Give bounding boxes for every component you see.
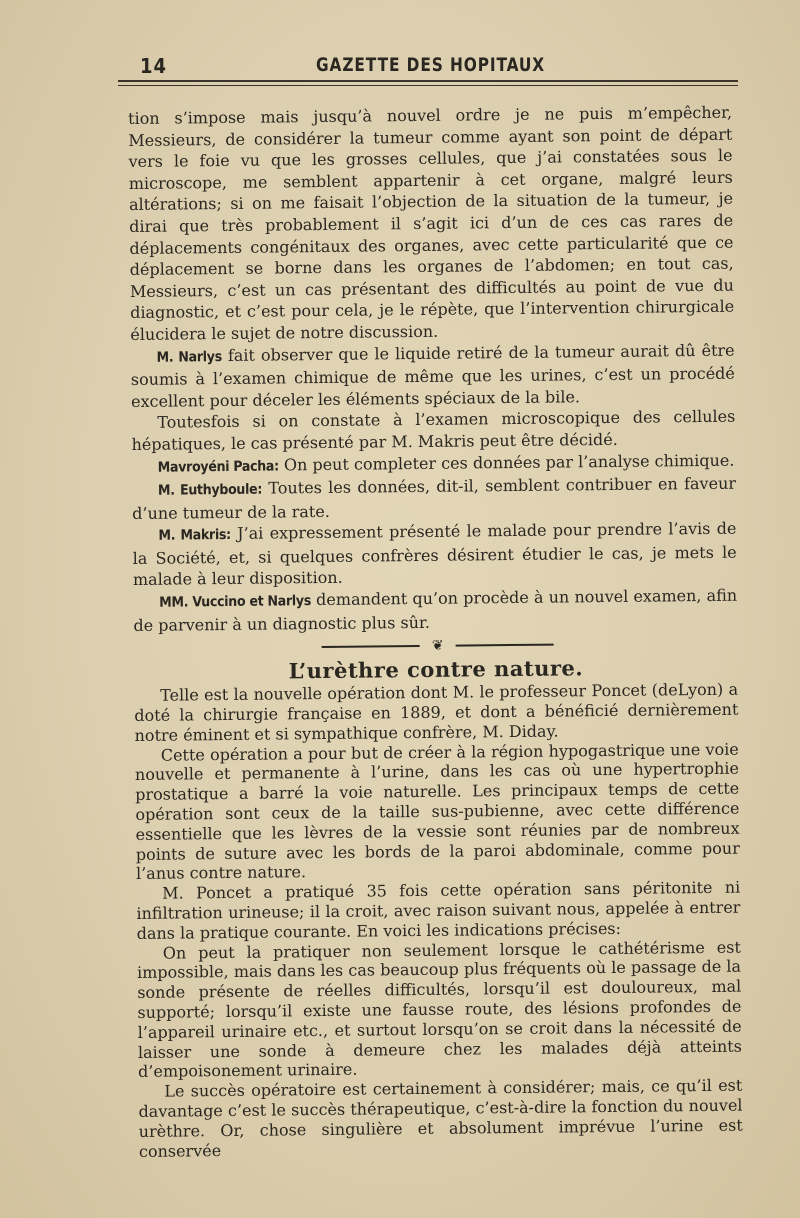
speaker-text: demandent qu’on procède à un nouvel examen, afin de parvenir à un diagnostic plus sûr. bbox=[133, 585, 738, 635]
speaker-text: J’ai expressement présenté le malade pour prendre l’avis de la Société, et, si quelques confrères désirent étudier le cas, je mets le malade à leur disposition. bbox=[132, 518, 737, 590]
article-paragraph: Telle est la nouvelle opération dont M. le professeur Poncet (deLyon) a doté la chirurgie française en 1889, et dont a bénéficié dernièrement notre éminent et si sympathique confrère, M. Diday. bbox=[134, 679, 739, 745]
header-rule-thin bbox=[118, 85, 738, 86]
separator-line-right bbox=[456, 644, 554, 647]
article-body bbox=[134, 680, 743, 1161]
article-paragraph: M. Poncet a pratiqué 35 fois cette opération sans péritonite ni infiltration urineuse; il la croit, avec raison suivant nous, appelée à entrer dans la pratique courante. En voici les indications précises: bbox=[136, 877, 741, 943]
discussion-paragraph bbox=[133, 585, 737, 637]
speaker-name: M. Narlys bbox=[156, 348, 222, 366]
discussion-paragraph bbox=[130, 339, 735, 412]
article-title: L’urèthre contre nature. bbox=[288, 655, 584, 684]
page-number: 14 bbox=[140, 54, 168, 78]
speaker-name: Mavroyéni Pacha: bbox=[157, 457, 279, 476]
discussion-paragraph bbox=[132, 518, 737, 591]
discussion-paragraph: tion s’impose mais jusqu’à nouvel ordre je ne puis m’empêcher, Messieurs, de considérer la tumeur comme ayant son point de départ vers le foie vu que les grosses cellules, que j’ai constatées sous le microscope, me semblent appartenir à cet organe, malgré leurs altérations; si on me faisait l’objection de la situation de la tumeur, je dirai que très probablement il s’agit ici d’un de ces cas rares de déplacements congénitaux des organes, avec cette particularité que ce déplacement se borne dans les organes de l’abdomen; en tout cas, Messieurs, c’est un cas présentant des difficultés au point de vue du diagnostic, et c’est pour cela, je le répète, que l’intervention chirurgicale élucidera le sujet de notre discussion. bbox=[128, 102, 735, 344]
separator-ornament-icon: ❦ bbox=[431, 637, 444, 655]
article-paragraph: Le succès opératoire est certainement à considérer; mais, ce qu’il est davantage c’est le succès thérapeutique, c’est-à-dire la fonction du nouvel urèthre. Or, chose singulière et absolument imprévue l’urine est conservée bbox=[138, 1075, 743, 1161]
discussion-paragraph bbox=[132, 473, 736, 525]
article-paragraph: On peut la pratiquer non seulement lorsque le cathétérisme est impossible, mais dans les cas beaucoup plus fréquents où le passage de la sonde présente de réelles difficultés, lorsqu’il est douloureux, mal supporté; lorsqu’il existe une fausse route, des lésions profondes de l’appareil urinaire etc., et surtout lorsqu’on se croit dans la nécessité de laisser une sonde à demeure chez les malades déjà atteints d’empoisonement urinaire. bbox=[136, 937, 742, 1082]
discussion-paragraph: Toutesfois si on constate à l’examen microscopique des cellules hépatiques, le cas présenté par M. Makris peut être décidé. bbox=[131, 406, 736, 454]
journal-title: GAZETTE DES HOPITAUX bbox=[316, 54, 546, 76]
article-paragraph: Cette opération a pour but de créer à la région hypogastrique une voie nouvelle et permanente à l’urine, dans les cas où une hypertrophie prostatique a barré la voie naturelle. Les principaux temps de cette opération sont ceux de la taille sus-pubienne, avec cette différence essentielle que les lèvres de la vessie sont réunies par de nombreux points de suture avec les bords de la paroi abdominale, comme pour l’anus contre nature. bbox=[134, 739, 740, 884]
text-column bbox=[128, 102, 743, 1162]
page-header bbox=[118, 50, 738, 90]
speaker-text: Toutes les données, dit-il, semblent contribuer en faveur d’une tumeur de la rate. bbox=[132, 473, 737, 523]
speaker-name: M. Makris: bbox=[158, 527, 231, 544]
separator-line-left bbox=[322, 645, 420, 648]
speaker-name: MM. Vuccino et Narlys bbox=[159, 593, 312, 611]
speaker-text: On peut completer ces données par l’analyse chimique. bbox=[283, 450, 735, 474]
header-rule-thick bbox=[118, 80, 738, 82]
speaker-text: fait observer que le liquide retiré de la tumeur aurait dû être soumis à l’examen chimique de même que les urines, c’est un procédé excellent pour déceler les éléments spéciaux de la bile. bbox=[130, 340, 735, 411]
speaker-name: M. Euthyboule: bbox=[157, 481, 263, 499]
